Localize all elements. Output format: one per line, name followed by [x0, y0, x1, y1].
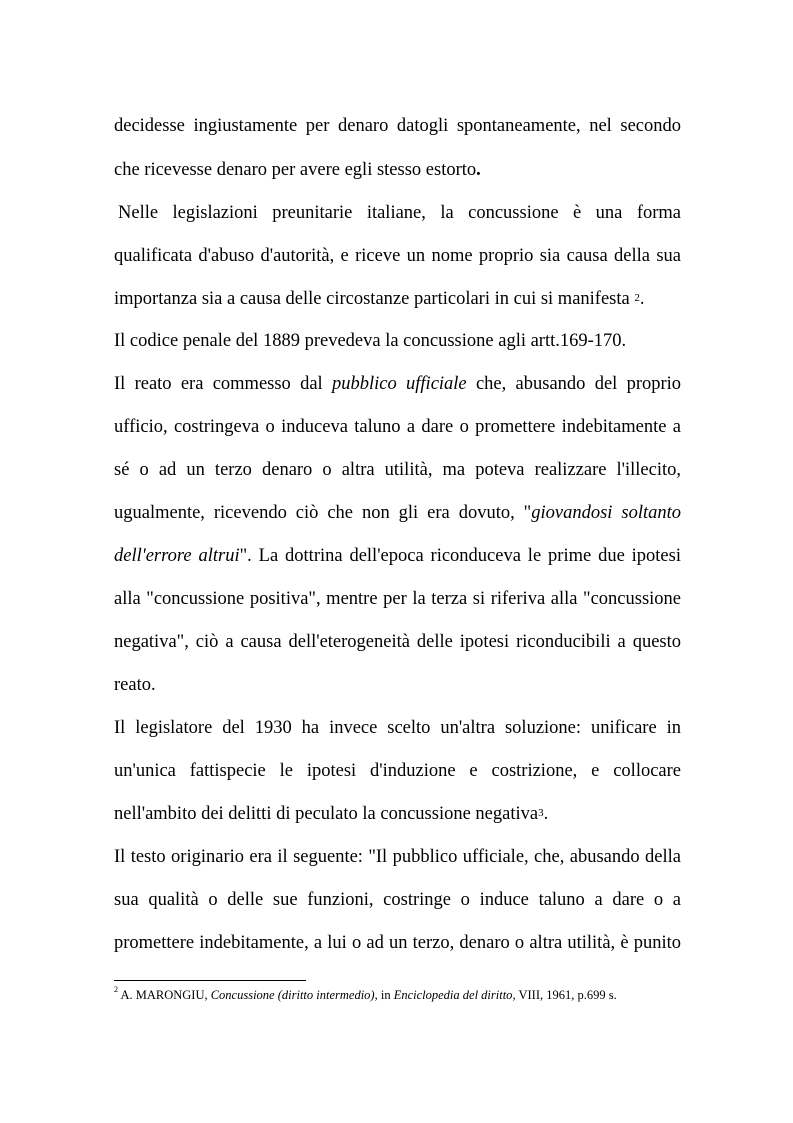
body-line: sua qualità o delle sue funzioni, costringe o induce taluno a dare o a [114, 890, 681, 910]
body-line: alla "concussione positiva", mentre per la terza si riferiva alla "concussione [114, 589, 681, 609]
footnote-author: A. MARONGIU, [120, 988, 208, 1002]
body-line: sé o ad un terzo denaro o altra utilità, ma poteva realizzare l'illecito, [114, 460, 681, 480]
text-run: nell'ambito dei delitti di peculato la concussione negativa [114, 804, 539, 824]
footnote-work: Enciclopedia del diritto [393, 988, 513, 1002]
body-line [114, 159, 681, 181]
text-run: che, abusando del proprio [475, 374, 682, 394]
body-line [114, 803, 681, 825]
body-line: qualificata d'abuso d'autorità, e riceve un nome proprio sia causa della sua [114, 246, 681, 266]
text-run: . [543, 804, 549, 824]
text-run: ugualmente, ricevendo ciò che non gli era dovuto, " [114, 503, 532, 523]
body-line: ufficio, costringeva o induceva taluno a dare o promettere indebitamente a [114, 417, 681, 437]
footnote-details: , VIII, 1961, p.699 s. [512, 988, 617, 1002]
text-run: . [639, 289, 645, 309]
body-line: decidesse ingiustamente per denaro datogli spontaneamente, nel secondo [114, 116, 681, 136]
text-run: , in [374, 988, 391, 1002]
footnote-reference: 3 [538, 807, 544, 819]
body-line: un'unica fattispecie le ipotesi d'induzione e costrizione, e collocare [114, 761, 681, 781]
body-line: reato. [114, 675, 156, 695]
text-run: . [476, 160, 481, 180]
body-line: negativa", ciò a causa dell'eterogeneità delle ipotesi riconducibili a questo [114, 632, 681, 652]
footnote-number: 2 [114, 984, 118, 994]
body-line [114, 288, 681, 310]
body-line [114, 545, 681, 567]
body-line [114, 502, 681, 524]
footnote-reference: 2 [634, 292, 640, 304]
text-run: che ricevesse denaro per avere egli stesso estorto [114, 160, 477, 180]
italic-term: pubblico ufficiale [332, 374, 467, 394]
text-run: importanza sia a causa delle circostanze particolari in cui si manifesta [114, 289, 630, 309]
text-run: Il reato era commesso dal [114, 374, 323, 394]
footnote [114, 984, 681, 1003]
body-line: promettere indebitamente, a lui o ad un terzo, denaro o altra utilità, è punito [114, 933, 681, 953]
text-run: ". La dottrina dell'epoca riconduceva le prime due ipotesi [239, 546, 681, 566]
body-line: Il legislatore del 1930 ha invece scelto un'altra soluzione: unificare in [114, 718, 681, 738]
body-line: Il testo originario era il seguente: "Il pubblico ufficiale, che, abusando della [114, 847, 681, 867]
footnote-separator [114, 980, 306, 981]
italic-quote: dell'errore altrui [114, 546, 240, 566]
footnote-title: Concussione (diritto intermedio) [210, 988, 375, 1002]
paragraph-start-line: Nelle legislazioni preunitarie italiane, la concussione è una forma [118, 203, 681, 223]
body-line [114, 373, 681, 395]
body-line: Il codice penale del 1889 prevedeva la concussione agli artt.169-170. [114, 331, 627, 351]
italic-quote: giovandosi soltanto [531, 503, 681, 523]
